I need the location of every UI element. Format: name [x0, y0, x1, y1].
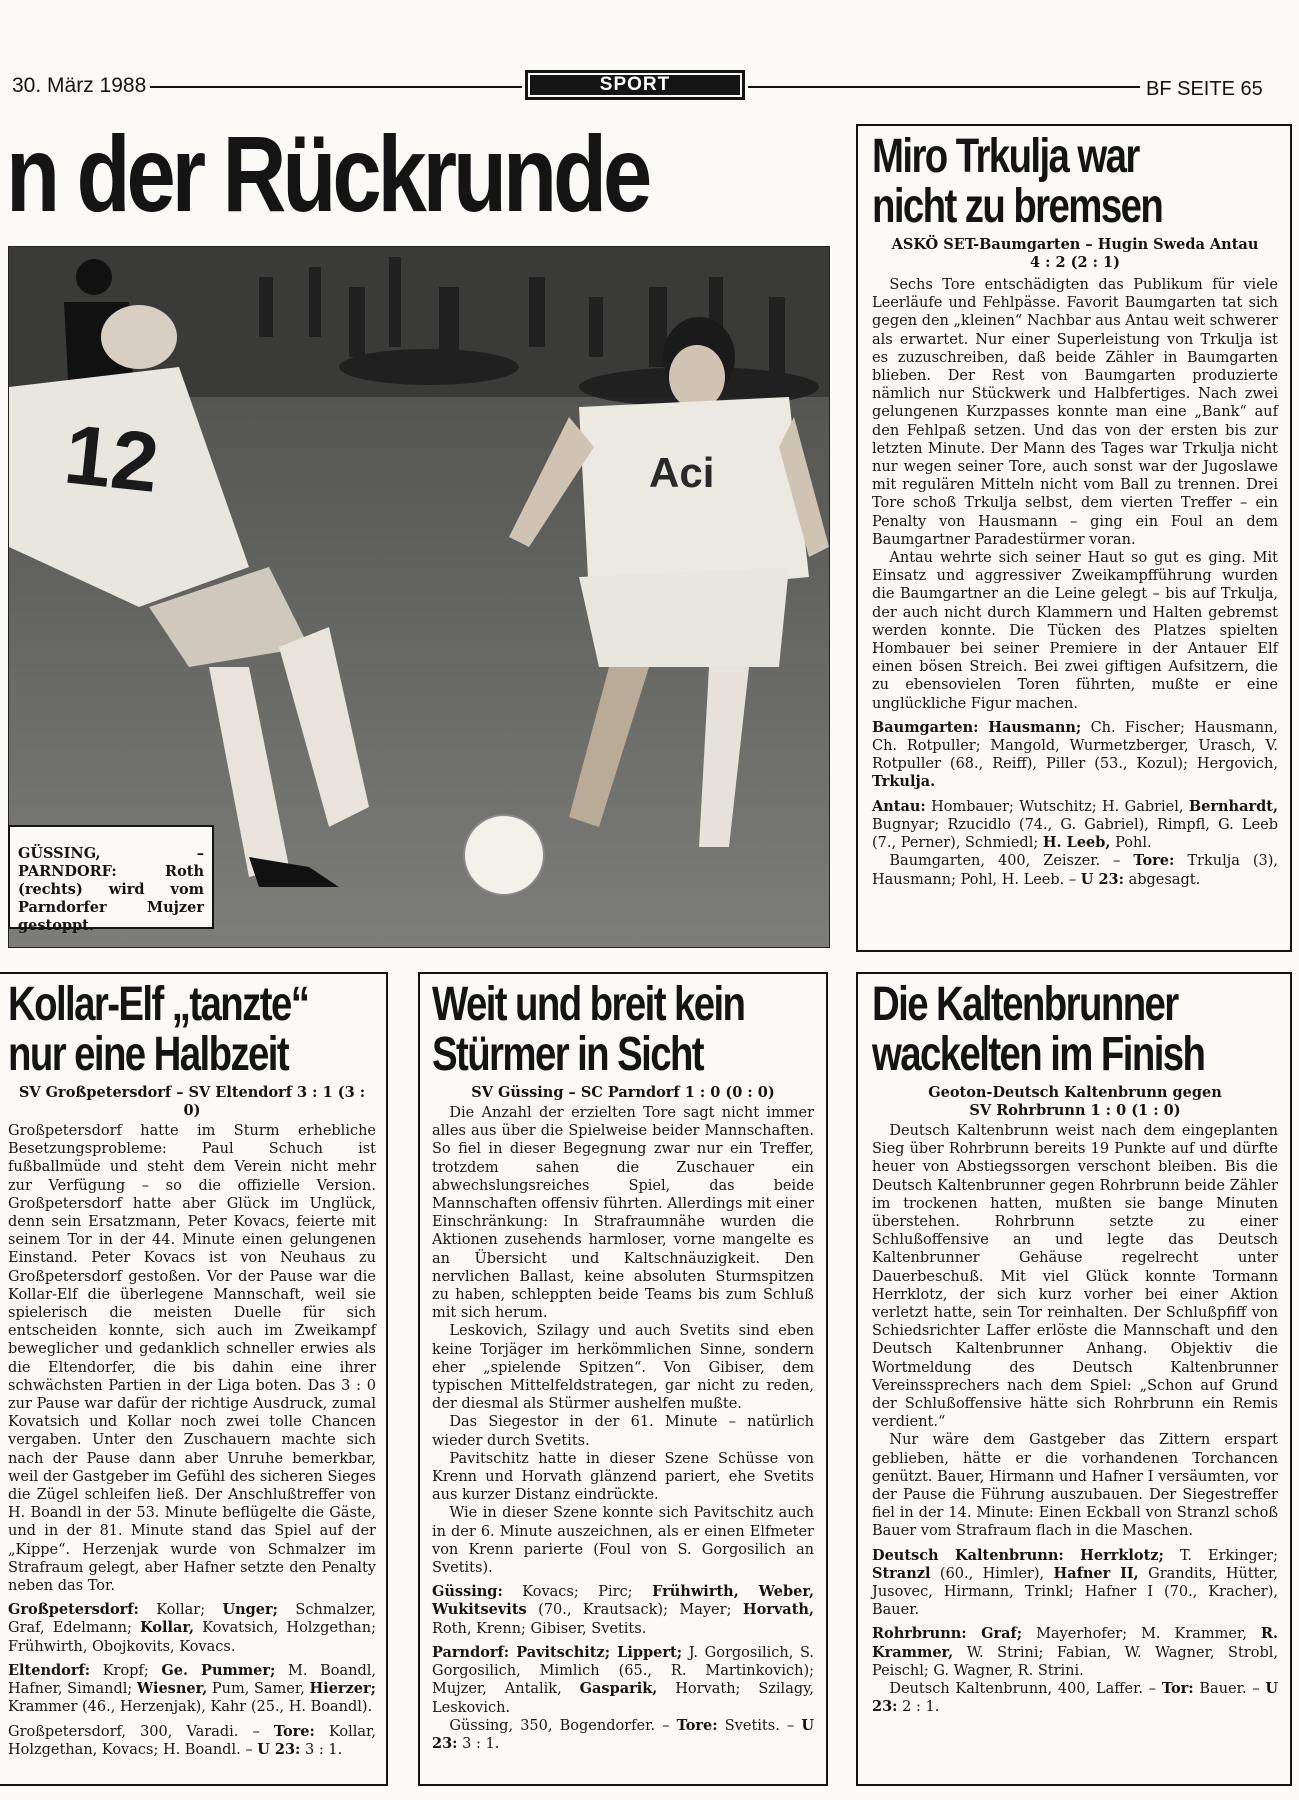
- lineup-bold: Wiesner,: [136, 1680, 208, 1698]
- header-rule-right: [748, 86, 1140, 88]
- stats-label: Tore:: [273, 1722, 315, 1740]
- shirt-sponsor-text: Aci: [649, 449, 715, 496]
- article-kaltenbrunn-lineup-kaltenbrunn: [872, 1547, 1278, 1620]
- header-rule-left: [150, 86, 522, 88]
- article-trkulja: [856, 124, 1292, 952]
- section-label-text: SPORT: [530, 75, 740, 95]
- article-guessing-title-2: Stürmer in Sicht: [432, 1028, 703, 1081]
- lineup-text: Kovacs; Pirc;: [502, 1584, 653, 1601]
- lineup-bold: Horvath,: [742, 1601, 814, 1619]
- lineup-team: Baumgarten: Hausmann;: [872, 718, 1082, 736]
- stats-label: U 23:: [872, 1680, 1278, 1716]
- lineup-text: W. Strini; Fabian, W. Wagner, Strobl, Peischl; G. Wagner, R. Strini.: [872, 1644, 1278, 1679]
- article-kollar: [0, 972, 388, 1786]
- lineup-team: Rohrbrunn: Graf;: [872, 1625, 1023, 1643]
- lineup-bold: R. Krammer,: [872, 1625, 1279, 1661]
- article-trkulja-lineup-antau: [872, 798, 1278, 853]
- article-trkulja-paragraph: Antau wehrte sich seiner Haut so gut es ging. Mit Einsatz und aggressiver Zweikampfführung wurden die Baumgartner an die Leine gelegt – bis auf Trkulja, der auch nicht durch Klammern und Halten gebremst werden konnte. Die Tücken des Platzes spielten Hombauer bei seiner Premiere in der Antauer Elf einen bösen Streich. Bei zwei giftigen Aufsitzern, die zu ebensovielen Toren führten, mußte er eine unglückliche Figur machen.: [872, 550, 1278, 712]
- article-guessing-paragraph: Die Anzahl der erzielten Tore sagt nicht immer alles aus über die Spielweise beider Mannschaften. So fiel in dieser Begegnung zwar nur ein Treffer, trotzdem sahen die Zuschauer ein abwechslungsreiches Spiel, das beide Mannschaften offensiv führten. Allerdings mit einer Einschränkung: In Strafraumnähe wurden die Aktionen zusehends harmloser, vorne mangelte es an Übersicht und Kaltschnäuzigkeit. Den nervlichen Ballast, keine absoluten Sturmspitzen zu haben, schleppten beide Teams bis zum Schluß mit sich herum.: [432, 1105, 814, 1322]
- section-label: [525, 70, 745, 100]
- lineup-bold: H. Leeb,: [1042, 834, 1111, 852]
- article-guessing-title-1: Weit und breit kein: [432, 978, 745, 1031]
- lineup-text: Ch. Fischer; Hausmann, Ch. Rotpuller; Mangold, Wurmetzberger, Urasch, V. Rotpuller (68., Reiff), Piller (53., Kozul); Hergovich,: [872, 719, 1278, 773]
- lineup-text: T. Erkinger;: [1163, 1547, 1278, 1564]
- lineup-team: Güssing:: [432, 1583, 503, 1601]
- lineup-team: Eltendorf:: [8, 1661, 91, 1679]
- lineup-text: (70., Krautsack); Mayer;: [526, 1602, 743, 1619]
- article-kollar-title-2: nur eine Halbzeit: [8, 1028, 289, 1081]
- article-guessing-stats: [432, 1717, 814, 1753]
- article-trkulja-title-2: nicht zu bremsen: [872, 180, 1163, 233]
- article-kaltenbrunn-score: SV Rohrbrunn 1 : 0 (1 : 0): [969, 1102, 1181, 1119]
- article-kollar-paragraph: Großpetersdorf hatte im Sturm erhebliche Besetzungsprobleme: Paul Schuch ist fußballmüde und steht dem Verein nicht mehr zur Verfügung – so die offizielle Version. Großpetersdorf hatte aber Glück im Unglück, denn sein Ersatzmann, Peter Kovacs, feierte mit seinem Tor in der 44. Minute einen gelungenen Einstand. Peter Kovacs ist von Neuhaus zu Großpetersdorf gestoßen. Vor der Pause war die Kollar-Elf die überlegene Mannschaft, weil sie spielerisch die meisten Duelle für sich entscheiden konnte, sich auch im Zweikampf beweglicher und gedanklich schneller erwies als die Eltendorfer, die bis dahin eine ihrer schwächsten Partien in der Liga boten. Das 3 : 0 zur Pause war dafür der richtige Ausdruck, zumal Kovatsich und Kollar noch zwei tolle Chancen vergaben. Unter den Zuschauern machte sich nach der Pause dann aber Unruhe bemerkbar, weil der Gastgeber im Gefühl des sicheren Sieges die Zügel schleifen ließ. Der Anschlußtreffer von H. Boandl in der 53. Minute beflügelte die Gäste, und in der 81. Minute stand das Spiel auf der „Kippe“. Herzenjak wurde von Schmalzer im Strafraum gelegt, aber Hafner setzte den Penalty neben das Tor.: [8, 1123, 376, 1595]
- stats-label: U 23:: [432, 1716, 814, 1752]
- lineup-text: Grandits, Hütter, Jusovec, Hirmann, Trinkl; Hafner I (70., Kracher), Bauer.: [872, 1565, 1278, 1619]
- stats-label: Tore:: [676, 1716, 718, 1734]
- article-kollar-match: SV Großpetersdorf – SV Eltendorf 3 : 1 (3 : 0): [18, 1084, 366, 1119]
- article-kollar-lineup-eltendorf: [8, 1662, 376, 1717]
- lineup-text: Kropf;: [90, 1662, 162, 1679]
- lineup-text: (60., Himler),: [930, 1565, 1054, 1582]
- lineup-text: Schmalzer, Graf, Edelmann;: [8, 1602, 376, 1637]
- article-guessing-lineup-guessing: [432, 1583, 814, 1638]
- stats-text: Trkulja (3), Hausmann; Pohl, H. Leeb. –: [872, 853, 1278, 888]
- issue-date: 30. März 1988: [12, 74, 147, 97]
- article-guessing-paragraph: Das Siegestor in der 61. Minute – natürlich wieder durch Svetits.: [432, 1414, 814, 1449]
- lineup-text: Krammer (46., Herzenjak), Kahr (25., H. Boandl).: [8, 1699, 373, 1716]
- lineup-text: J. Gorgosilich, S. Gorgosilich, Mimlich (65., R. Martinkovich); Mujzer, Antalik,: [432, 1644, 814, 1698]
- lineup-text: Bugnyar; Rzucidlo (74., G. Gabriel), Rimpfl, G. Leeb (7., Perner), Schmiedl;: [872, 816, 1278, 852]
- stats-text: Großpetersdorf, 300, Varadi. –: [8, 1723, 274, 1740]
- article-kaltenbrunn-paragraph: Deutsch Kaltenbrunn weist nach dem eingeplanten Sieg über Rohrbrunn bereits 19 Punkte auf und dürfte heuer von Abstiegssorgen verschont bleiben. Bis die Deutsch Kaltenbrunner gegen Rohrbrunn beide Zähler im trockenen hatten, mußten sie bange Minuten überstehen. Rohrbrunn setzte zu einer Schlußoffensive an und legte das Deutsch Kaltenbrunner Gehäuse regelrecht unter Dauerbeschuß. Mit viel Glück konnte Tormann Herrklotz, der sich kurz vorher bei einer Aktion verletzt hatte, sein Tor reinhalten. Der Schlußpfiff von Schiedsrichter Laffer erlöste die Mannschaft und den Deutsch Kaltenbrunner Anhang. Objektiv die Wortmeldung des Deutsch Kaltenbrunner Vereinssprechers nach dem Spiel: „Schon auf Grund der Schlußoffensive hätte sich Rohrbrunn ein Remis verdient.“: [872, 1123, 1278, 1431]
- lineup-bold: Unger;: [222, 1601, 279, 1619]
- page-number: BF SEITE 65: [1146, 78, 1263, 100]
- photo-caption: GÜSSING, – PARNDORF: Roth (rechts) wird vom Parndorfer Mujzer gestoppt.: [8, 825, 214, 929]
- article-trkulja-match: ASKÖ SET-Baumgarten – Hugin Sweda Antau: [891, 236, 1259, 253]
- stats-text: Svetits. –: [717, 1717, 802, 1734]
- lineup-text: Horvath; Szilagy, Leskovich.: [432, 1681, 814, 1716]
- article-kaltenbrunn-stats: [872, 1680, 1278, 1716]
- lineup-text: Kovatsich, Holzgethan; Frühwirth, Obojkovits, Kovacs.: [8, 1620, 376, 1655]
- article-kaltenbrunn-title-1: Die Kaltenbrunner: [872, 978, 1178, 1031]
- article-kaltenbrunn-lineup-rohrbrunn: [872, 1625, 1278, 1680]
- article-kaltenbrunn: [856, 972, 1292, 1786]
- lineup-team: Antau:: [872, 797, 926, 815]
- article-trkulja-title-1: Miro Trkulja war: [872, 130, 1139, 183]
- stats-text: Bauer. –: [1193, 1681, 1266, 1698]
- lineup-text: Kollar;: [138, 1602, 223, 1619]
- lineup-text: Pum, Samer,: [207, 1681, 310, 1698]
- lineup-bold: Bernhardt,: [1188, 797, 1278, 815]
- article-kaltenbrunn-match: Geoton-Deutsch Kaltenbrunn gegen: [928, 1084, 1222, 1101]
- stats-text: abgesagt.: [1123, 871, 1201, 888]
- article-guessing-match: SV Güssing – SC Parndorf 1 : 0 (0 : 0): [471, 1084, 775, 1101]
- jersey-number: 12: [60, 406, 164, 510]
- article-guessing-paragraph: Pavitschitz hatte in dieser Szene Schüsse von Krenn und Horvath glänzend pariert, ehe Svetits aus kurzer Distanz eindrückte.: [432, 1450, 814, 1504]
- lineup-text: Roth, Krenn; Gibiser, Svetits.: [432, 1620, 647, 1637]
- football: [464, 815, 544, 895]
- article-guessing: [418, 972, 828, 1786]
- article-kollar-stats: [8, 1723, 376, 1759]
- stats-label: U 23:: [1080, 870, 1124, 888]
- article-guessing-paragraph: Wie in dieser Szene konnte sich Pavitschitz auch in der 6. Minute auszeichnen, als er einen Elfmeter von Krenn parierte (Foul von S. Gorgosilich an Svetits).: [432, 1505, 814, 1577]
- article-guessing-lineup-parndorf: [432, 1644, 814, 1717]
- lineup-text: Mayerhofer; M. Krammer,: [1022, 1626, 1261, 1643]
- lineup-bold: Gasparik,: [579, 1680, 658, 1698]
- lineup-bold: Hierzer;: [309, 1680, 377, 1698]
- stats-text: Kollar, Holzgethan, Kovacs; H. Boandl. –: [8, 1723, 376, 1758]
- lineup-team: Parndorf: Pavitschitz; Lippert;: [432, 1643, 683, 1661]
- stats-text: Deutsch Kaltenbrunn, 400, Laffer. –: [889, 1681, 1162, 1698]
- stats-text: 3 : 1.: [457, 1735, 500, 1752]
- lineup-text: M. Boandl, Hafner, Simandl;: [8, 1662, 376, 1698]
- stats-label: Tore:: [1133, 852, 1175, 870]
- article-guessing-paragraph: Leskovich, Szilagy und auch Svetits sind eben keine Torjäger im herkömmlichen Sinne, sondern eher „spielende Spitzen“. Von Gibiser, dem typischen Mittelfeldstrategen, gar nicht zu reden, der diesmal als Stürmer aushelfen mußte.: [432, 1323, 814, 1413]
- stats-text: Güssing, 350, Bogendorfer. –: [449, 1717, 677, 1734]
- article-trkulja-stats: [872, 852, 1278, 888]
- stats-text: Baumgarten, 400, Zeiszer. –: [889, 853, 1134, 870]
- article-kaltenbrunn-paragraph: Nur wäre dem Gastgeber das Zittern erspart geblieben, hätte er die vorhandenen Torchancen genützt. Bauer, Hirmann und Hafner I versäumten, vor der Pause die Führung auszubauen. Der Siegestreffer fiel in der 14. Minute: Einen Eckball von Stranzl schoß Bauer vom Strafraum flach in die Maschen.: [872, 1432, 1278, 1540]
- stats-label: Tor:: [1161, 1680, 1194, 1698]
- lineup-bold: Kollar,: [140, 1619, 195, 1637]
- stats-text: 2 : 1.: [897, 1699, 940, 1716]
- lineup-team: Deutsch Kaltenbrunn: Herrklotz;: [872, 1546, 1164, 1564]
- lineup-bold: Trkulja.: [872, 773, 936, 791]
- main-headline: n der Rückrunde: [6, 120, 649, 228]
- stats-label: U 23:: [257, 1740, 301, 1758]
- article-kollar-lineup-grosspetersdorf: [8, 1601, 376, 1656]
- article-trkulja-lineup-baumgarten: [872, 719, 1278, 792]
- article-kaltenbrunn-title-2: wackelten im Finish: [872, 1028, 1205, 1081]
- article-kollar-title-1: Kollar-Elf „tanzte“: [8, 978, 309, 1031]
- lineup-team: Großpetersdorf:: [8, 1601, 139, 1619]
- lineup-bold: Hafner II,: [1053, 1564, 1139, 1582]
- lineup-bold: Ge. Pummer;: [161, 1661, 276, 1679]
- stats-text: 3 : 1.: [300, 1741, 343, 1758]
- lineup-bold: Frühwirth, Weber, Wukitsevits: [432, 1583, 814, 1619]
- article-trkulja-paragraph: Sechs Tore entschädigten das Publikum für viele Leerläufe und Fehlpässe. Favorit Baumgarten tat sich gegen den „kleinen“ Nachbar aus Antau weit schwerer als erwartet. Nur einer Superleistung von Trkulja ist es zuzuschreiben, daß beide Zähler in Baumgarten blieben. Der Rest von Baumgarten produzierte nämlich nur Stückwerk und Halbfertiges. Nach zwei gelungenen Kurzpasses konnte man eine „Bank“ auf den Fehlpaß setzen. Und das von der ersten bis zur letzten Minute. Der Mann des Tages war Trkulja nicht nur wegen seiner Tore, auch sonst war der Jugoslawe mit regulären Mitteln nicht vom Ball zu trennen. Drei Tore schoß Trkulja selbst, dem vierten Treffer – ein Penalty von Hausmann – ging ein Foul an dem Baumgartner Paradestürmer voran.: [872, 277, 1278, 548]
- lineup-text: Pohl.: [1110, 835, 1152, 852]
- lineup-bold: Stranzl: [872, 1564, 931, 1582]
- article-trkulja-score: 4 : 2 (2 : 1): [1029, 254, 1121, 271]
- lineup-text: Hombauer; Wutschitz; H. Gabriel,: [925, 798, 1189, 815]
